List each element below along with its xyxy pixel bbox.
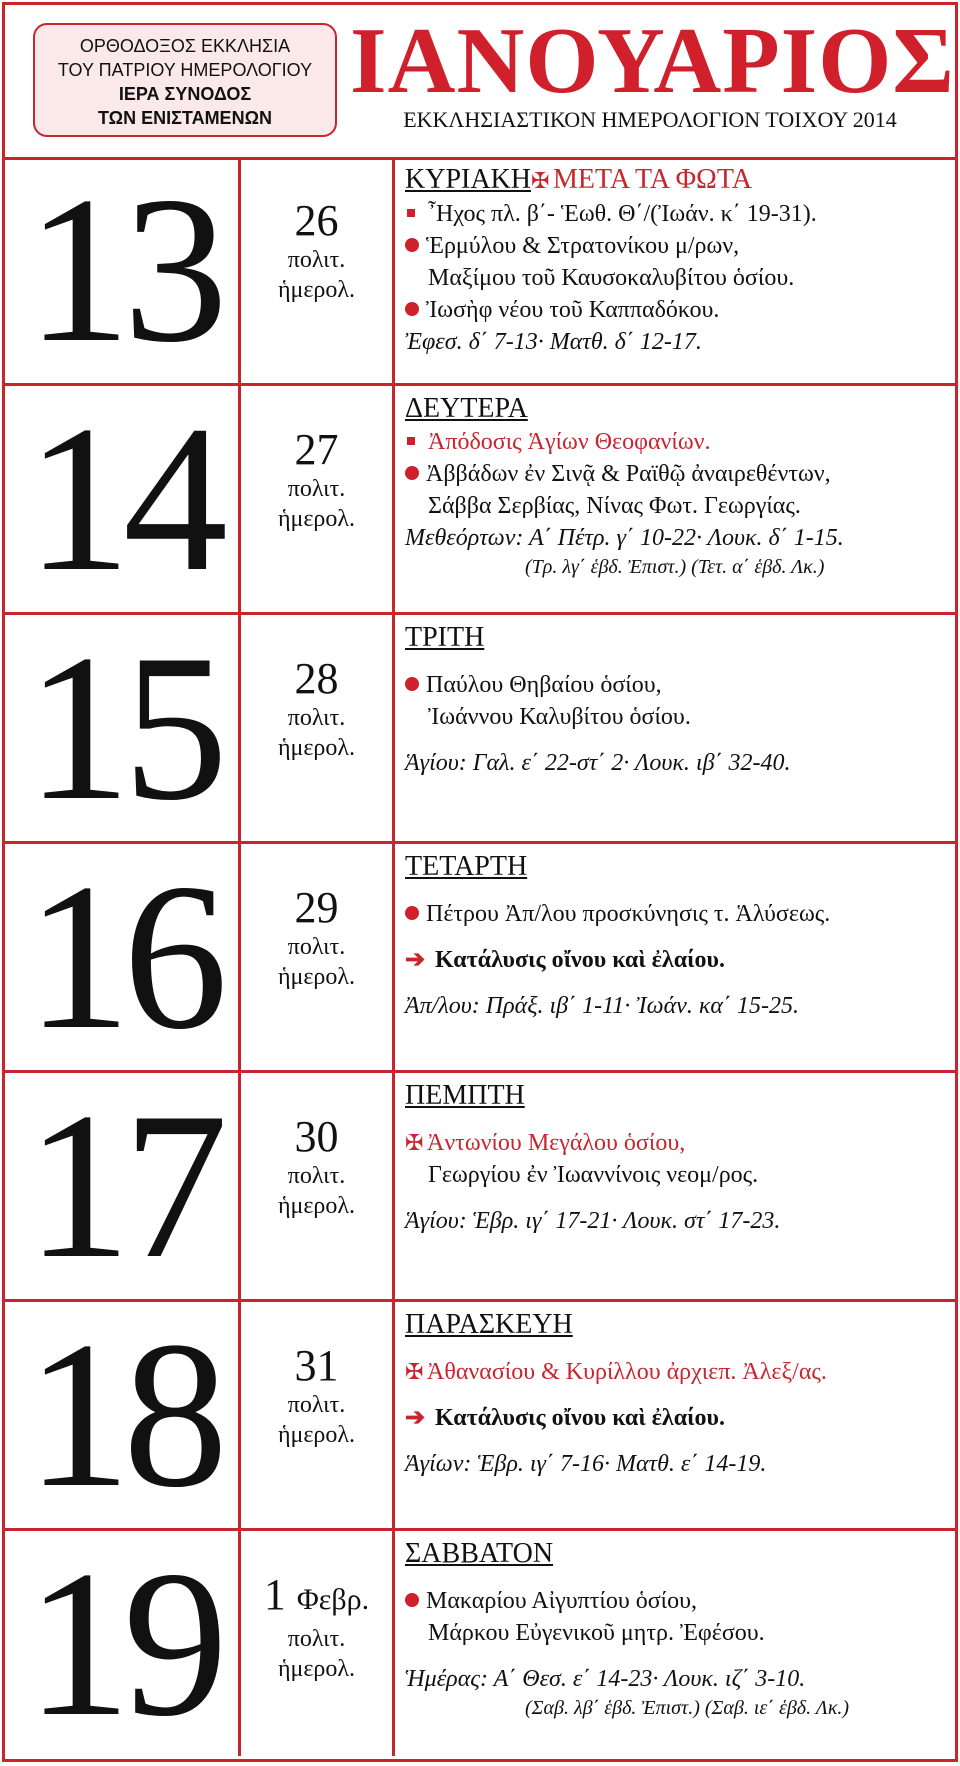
day-number-cell bbox=[5, 1299, 241, 1531]
old-calendar-date: 1 Φεβρ. bbox=[263, 1570, 370, 1619]
old-calendar-cell bbox=[241, 1302, 395, 1528]
day-row bbox=[5, 1299, 955, 1531]
old-calendar-label-2: ἡμερολ. bbox=[277, 1422, 356, 1448]
day-number: 19 bbox=[26, 1528, 220, 1760]
day-number: 18 bbox=[26, 1299, 220, 1531]
entry-line: Ἀπόδοσις Ἁγίων Θεοφανίων. bbox=[405, 426, 955, 458]
entry-line: Μακαρίου Αἰγυπτίου ὁσίου, bbox=[405, 1585, 955, 1617]
red-dot-icon bbox=[405, 1593, 419, 1607]
day-number: 16 bbox=[26, 841, 220, 1073]
red-dot-icon bbox=[405, 238, 419, 252]
old-calendar-label-2: ἡμερολ. bbox=[277, 735, 356, 761]
reading-note: (Σαβ. λβ΄ ἑβδ. Ἐπιστ.) (Σαβ. ιε΄ ἑβδ. Λκ.) bbox=[525, 1697, 850, 1719]
entry-line: Πέτρου Ἀπ/λου προσκύνησις τ. Ἁλύσεως. bbox=[405, 898, 955, 930]
church-label-box bbox=[33, 23, 337, 137]
entry-line: Ἰωσὴφ νέου τοῦ Καππαδόκου. bbox=[405, 294, 955, 326]
old-calendar-label-1: πολιτ. bbox=[287, 247, 346, 273]
red-dot-icon bbox=[405, 906, 419, 920]
day-number-cell bbox=[5, 841, 241, 1073]
entry-line: Παύλου Θηβαίου ὁσίου, bbox=[405, 669, 955, 701]
old-calendar-cell bbox=[241, 615, 395, 841]
day-number: 17 bbox=[26, 1070, 220, 1302]
entry-line: ✠ Ἀντωνίου Μεγάλου ὁσίου, bbox=[405, 1127, 955, 1159]
entry-line: Σάββα Σερβίας, Νίνας Φωτ. Γεωργίας. bbox=[428, 493, 801, 519]
old-calendar-cell bbox=[241, 1073, 395, 1299]
entry-line: Ἰωάννου Καλυβίτου ὁσίου. bbox=[428, 704, 691, 730]
day-details bbox=[395, 1531, 955, 1756]
old-calendar-label-2: ἡμερολ. bbox=[277, 964, 356, 990]
old-calendar-label-2: ἡμερολ. bbox=[277, 1193, 356, 1219]
day-details bbox=[395, 615, 955, 841]
day-number: 15 bbox=[26, 612, 220, 844]
day-list bbox=[5, 154, 955, 1760]
old-calendar-label-1: πολιτ. bbox=[287, 1163, 346, 1189]
month-title: ΙΑΝΟΥΑΡΙΟΣ bbox=[350, 9, 955, 113]
entry-line: Ἀββάδων ἐν Σινᾷ & Ραϊθῷ ἀναιρεθέντων, bbox=[405, 458, 955, 490]
reading-line: Ἁγίου: Γαλ. ε΄ 22-στ΄ 2· Λουκ. ιβ΄ 32-40. bbox=[405, 750, 791, 776]
weekday-name: ΤΕΤΑΡΤΗ bbox=[405, 851, 528, 882]
weekday-name: ΤΡΙΤΗ bbox=[405, 622, 485, 653]
old-calendar-label-2: ἡμερολ. bbox=[277, 277, 356, 303]
old-calendar-date: 29 bbox=[294, 883, 339, 932]
calendar-subtitle: ΕΚΚΛΗΣΙΑΣΤΙΚΟΝ ΗΜΕΡΟΛΟΓΙΟΝ ΤΟΙΧΟΥ 2014 bbox=[403, 107, 897, 132]
reading-line: Ἀπ/λου: Πράξ. ιβ΄ 1-11· Ἰωάν. κα΄ 15-25. bbox=[405, 993, 799, 1019]
day-number: 14 bbox=[26, 383, 220, 615]
old-calendar-date: 31 bbox=[294, 1341, 339, 1390]
day-row bbox=[5, 841, 955, 1073]
day-details bbox=[395, 1073, 955, 1299]
entry-line: ✠ Ἀθανασίου & Κυρίλλου ἀρχιεπ. Ἀλεξ/ας. bbox=[405, 1356, 955, 1388]
entry-line: Γεωργίου ἐν Ἰωαννίνοις νεομ/ρος. bbox=[428, 1162, 759, 1188]
day-number-cell bbox=[5, 154, 241, 386]
cross-icon: ✠ bbox=[405, 1130, 424, 1155]
day-number: 13 bbox=[26, 154, 220, 386]
old-calendar-date: 30 bbox=[294, 1112, 339, 1161]
weekday-name: ΣΑΒΒΑΤΟΝ bbox=[405, 1538, 554, 1569]
day-details bbox=[395, 844, 955, 1070]
day-number-cell bbox=[5, 1070, 241, 1302]
old-calendar-month: Φεβρ. bbox=[296, 1583, 370, 1616]
calendar-header bbox=[5, 5, 955, 160]
old-calendar-label-2: ἡμερολ. bbox=[277, 1656, 356, 1682]
old-calendar-label-1: πολιτ. bbox=[287, 1626, 346, 1652]
square-bullet-icon bbox=[407, 437, 415, 445]
reading-line: Μεθεόρτων: Α΄ Πέτρ. γ΄ 10-22· Λουκ. δ΄ 1-15. bbox=[405, 525, 844, 551]
red-dot-icon bbox=[405, 466, 419, 480]
reading-line: Ἡμέρας: Α΄ Θεσ. ε΄ 14-23· Λουκ. ιζ΄ 3-10. bbox=[405, 1666, 806, 1692]
reading-line: Ἐφεσ. δ΄ 7-13· Ματθ. δ΄ 12-17. bbox=[405, 329, 702, 355]
church-line-3: ΙΕΡΑ ΣΥΝΟΔΟΣ bbox=[118, 84, 252, 104]
old-calendar-date: 28 bbox=[294, 654, 339, 703]
reading-line: Ἁγίων: Ἑβρ. ιγ΄ 7-16· Ματθ. ε΄ 14-19. bbox=[405, 1451, 767, 1477]
cross-icon: ✠ bbox=[531, 168, 550, 193]
weekday-name: ΔΕΥΤΕΡΑ bbox=[405, 393, 528, 424]
square-bullet-icon bbox=[407, 209, 415, 217]
entry-line: Μάρκου Εὐγενικοῦ μητρ. Ἐφέσου. bbox=[428, 1620, 765, 1646]
church-line-4: ΤΩΝ ΕΝΙΣΤΑΜΕΝΩΝ bbox=[98, 108, 272, 128]
old-calendar-label-1: πολιτ. bbox=[287, 476, 346, 502]
arrow-right-icon: ➔ bbox=[405, 947, 426, 973]
feast-title: ΜΕΤΑ ΤΑ ΦΩΤΑ bbox=[553, 164, 752, 195]
day-details bbox=[395, 386, 955, 612]
entry-line: Ἑρμύλου & Στρατονίκου μ/ρων, bbox=[405, 230, 955, 262]
church-line-2: ΤΟΥ ΠΑΤΡΙΟΥ ΗΜΕΡΟΛΟΓΙΟΥ bbox=[57, 60, 313, 80]
cross-icon: ✠ bbox=[405, 1359, 424, 1384]
day-number-cell bbox=[5, 612, 241, 844]
old-calendar-date: 27 bbox=[294, 425, 339, 474]
fasting-note: ➔ Κατάλυσις οἴνου καὶ ἐλαίου. bbox=[405, 1402, 955, 1434]
day-row bbox=[5, 154, 955, 386]
old-calendar-date: 26 bbox=[294, 196, 339, 245]
old-calendar-cell bbox=[241, 386, 395, 612]
day-row bbox=[5, 383, 955, 615]
old-calendar-label-1: πολιτ. bbox=[287, 1392, 346, 1418]
day-details bbox=[395, 1302, 955, 1528]
reading-note: (Τρ. λγ΄ ἑβδ. Ἐπιστ.) (Τετ. α΄ ἑβδ. Λκ.) bbox=[525, 556, 825, 578]
day-row bbox=[5, 1528, 955, 1760]
day-row bbox=[5, 1070, 955, 1302]
old-calendar-label-1: πολιτ. bbox=[287, 705, 346, 731]
entry-line: ῏Ηχος πλ. β΄- Ἑωθ. Θ΄/(Ἰωάν. κ΄ 19-31). bbox=[405, 198, 955, 230]
day-number-cell bbox=[5, 383, 241, 615]
church-line-1: ΟΡΘΟΔΟΞΟΣ ΕΚΚΛΗΣΙΑ bbox=[79, 36, 291, 56]
old-calendar-label-2: ἡμερολ. bbox=[277, 506, 356, 532]
calendar-page bbox=[2, 2, 958, 1762]
entry-line: Μαξίμου τοῦ Καυσοκαλυβίτου ὁσίου. bbox=[428, 265, 795, 291]
red-dot-icon bbox=[405, 302, 419, 316]
weekday-name: ΠΑΡΑΣΚΕΥΗ bbox=[405, 1309, 573, 1340]
day-number-cell bbox=[5, 1528, 241, 1760]
old-calendar-label-1: πολιτ. bbox=[287, 934, 346, 960]
day-row bbox=[5, 612, 955, 844]
arrow-right-icon: ➔ bbox=[405, 1405, 426, 1431]
old-calendar-cell bbox=[241, 1531, 395, 1756]
reading-line: Ἁγίου: Ἑβρ. ιγ΄ 17-21· Λουκ. στ΄ 17-23. bbox=[405, 1208, 781, 1234]
weekday-name: ΠΕΜΠΤΗ bbox=[405, 1080, 525, 1111]
red-dot-icon bbox=[405, 677, 419, 691]
old-calendar-cell bbox=[241, 157, 395, 383]
weekday-name: ΚΥΡΙΑΚΗ✠ ΜΕΤΑ ΤΑ ΦΩΤΑ bbox=[405, 163, 955, 198]
day-details bbox=[395, 157, 955, 383]
old-calendar-cell bbox=[241, 844, 395, 1070]
fasting-note: ➔ Κατάλυσις οἴνου καὶ ἐλαίου. bbox=[405, 944, 955, 976]
